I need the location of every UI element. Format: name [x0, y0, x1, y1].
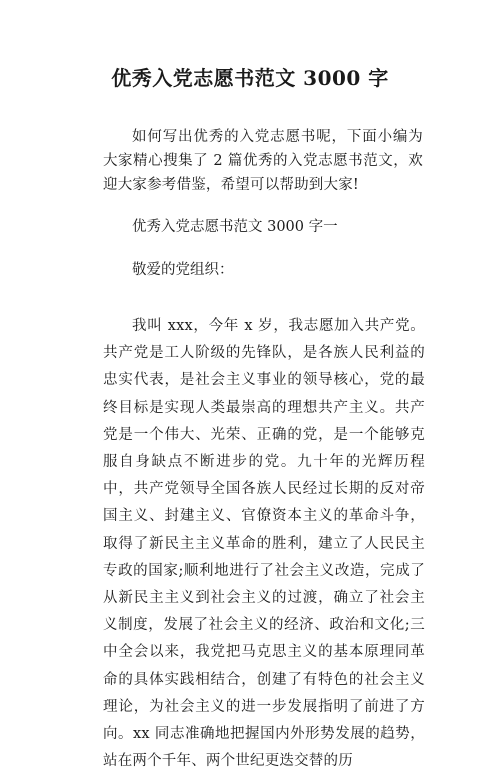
- document-title: 优秀入党志愿书范文 3000 字: [111, 66, 389, 90]
- body-paragraph: 我叫 xxx，今年 x 岁，我志愿加入共产党。共产党是工人阶级的先锋队，是各族人民利益的忠实代表，是社会主义事业的领导核心，党的最终目标是实现人类最崇高的理想共产主义。共产党是一个伟大、光荣、正确的党，是一个能够克服自身缺点不断进步的党。九十年的光辉历程中，共产党领导全国各族人民经过长期的反对帝国主义、封建主义、官僚资本主义的革命斗争，取得了新民主主义革命的胜利，建立了人民民主专政的国家;顺利地进行了社会主义改造，完成了从新民主主义到社会主义的过渡，确立了社会主义制度，发展了社会主义的经济、政治和文化;三中全会以来，我党把马克思主义的基本原理同革命的具体实践相结合，创建了有特色的社会主义理论，为社会主义的进一步发展指明了前进了方向。xx 同志准确地把握国内外形势发展的趋势，站在两个千年、两个世纪更迭交替的历: [103, 318, 425, 770]
- salutation: 敬爱的党组织：: [132, 262, 234, 278]
- section-heading: 优秀入党志愿书范文 3000 字一: [132, 219, 338, 235]
- intro-paragraph: 如何写出优秀的入党志愿书呢，下面小编为大家精心搜集了 2 篇优秀的入党志愿书范文，欢迎大家参考借鉴，希望可以帮助到大家!: [103, 129, 423, 193]
